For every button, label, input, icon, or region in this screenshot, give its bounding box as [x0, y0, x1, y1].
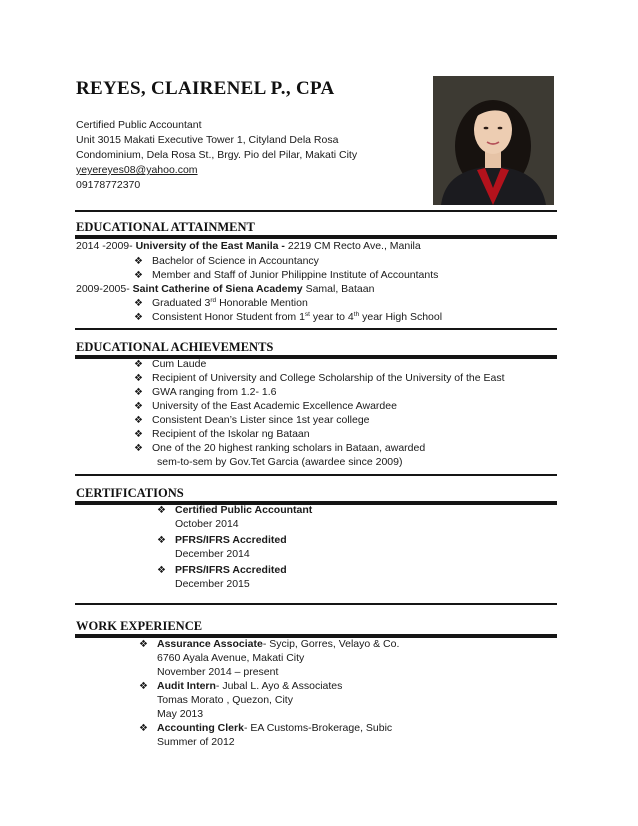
job-item: ❖ Assurance Associate- Sycip, Gorres, Velayo & Co.: [139, 638, 400, 650]
job-item: ❖ Audit Intern- Jubal L. Ayo & Associates: [139, 680, 343, 692]
list-item: ❖ One of the 20 highest ranking scholars in Bataan, awarded: [134, 442, 426, 454]
phone-number: 09178772370: [76, 179, 141, 191]
certification-date: December 2015: [175, 578, 250, 590]
contact-block: [76, 118, 357, 193]
list-item: ❖ Graduated 3rd Honorable Mention: [134, 297, 308, 309]
list-item: ❖ Consistent Honor Student from 1st year to 4th year High School: [134, 311, 443, 323]
diamond-bullet-icon: ❖: [134, 401, 143, 412]
list-item: ❖ Bachelor of Science in Accountancy: [134, 255, 319, 267]
list-item-continuation: sem-to-sem by Gov.Tet Garcia (awardee since 2009): [157, 456, 403, 468]
section-divider-top: [75, 210, 557, 212]
list-item: ❖ Consistent Dean’s Lister since 1st year college: [134, 414, 370, 426]
list-item: ❖ University of the East Academic Excellence Awardee: [134, 400, 397, 412]
list-item: ❖ Member and Staff of Junior Philippine Institute of Accountants: [134, 269, 439, 281]
certification-item: ❖ PFRS/IFRS Accredited: [157, 564, 287, 576]
section-divider-top: [75, 328, 557, 330]
email-link[interactable]: yeyereyes08@yahoo.com: [76, 164, 198, 176]
candidate-name: REYES, CLAIRENEL P., CPA: [76, 78, 335, 99]
diamond-bullet-icon: ❖: [157, 505, 166, 516]
certification-date: October 2014: [175, 518, 239, 530]
education-entry-2: 2009-2005- Saint Catherine of Siena Academy Samal, Bataan: [76, 283, 375, 295]
work-heading: WORK EXPERIENCE: [76, 619, 203, 633]
section-divider-top: [75, 603, 557, 605]
diamond-bullet-icon: ❖: [139, 639, 148, 650]
certification-item: ❖ PFRS/IFRS Accredited: [157, 534, 287, 546]
diamond-bullet-icon: ❖: [134, 270, 143, 281]
diamond-bullet-icon: ❖: [157, 535, 166, 546]
job-period: Summer of 2012: [157, 736, 235, 748]
diamond-bullet-icon: ❖: [134, 298, 143, 309]
diamond-bullet-icon: ❖: [134, 429, 143, 440]
list-item: ❖ Recipient of University and College Scholarship of the University of the East: [134, 372, 505, 384]
list-item: ❖ Recipient of the Iskolar ng Bataan: [134, 428, 310, 440]
diamond-bullet-icon: ❖: [134, 373, 143, 384]
diamond-bullet-icon: ❖: [134, 312, 143, 323]
certifications-heading: CERTIFICATIONS: [76, 486, 184, 500]
certification-item: ❖ Certified Public Accountant: [157, 504, 313, 516]
job-address: Tomas Morato , Quezon, City: [157, 694, 293, 706]
education-entry-1: 2014 -2009- University of the East Manila - 2219 CM Recto Ave., Manila: [76, 240, 421, 252]
diamond-bullet-icon: ❖: [134, 387, 143, 398]
certification-date: December 2014: [175, 548, 250, 560]
job-item: ❖ Accounting Clerk- EA Customs-Brokerage, Subic: [139, 722, 393, 734]
diamond-bullet-icon: ❖: [134, 359, 143, 370]
job-address: 6760 Ayala Avenue, Makati City: [157, 652, 305, 664]
diamond-bullet-icon: ❖: [139, 681, 148, 692]
diamond-bullet-icon: ❖: [134, 415, 143, 426]
diamond-bullet-icon: ❖: [157, 565, 166, 576]
diamond-bullet-icon: ❖: [139, 723, 148, 734]
job-period: May 2013: [157, 708, 204, 720]
list-item: ❖ Cum Laude: [134, 358, 207, 370]
list-item: ❖ GWA ranging from 1.2- 1.6: [134, 386, 277, 398]
job-period: November 2014 – present: [157, 666, 279, 678]
achievements-heading: EDUCATIONAL ACHIEVEMENTS: [76, 340, 274, 354]
section-divider: [75, 235, 557, 239]
education-heading: EDUCATIONAL ATTAINMENT: [76, 220, 255, 234]
address-line-2: Condominium, Dela Rosa St., Brgy. Pio del Pilar, Makati City: [76, 149, 358, 161]
diamond-bullet-icon: ❖: [134, 443, 143, 454]
profile-photo: [433, 76, 554, 205]
address-line-1: Unit 3015 Makati Executive Tower 1, Cityland Dela Rosa: [76, 134, 339, 146]
professional-title: Certified Public Accountant: [76, 119, 202, 131]
section-divider-top: [75, 474, 557, 476]
diamond-bullet-icon: ❖: [134, 256, 143, 267]
section-divider: [75, 501, 557, 505]
